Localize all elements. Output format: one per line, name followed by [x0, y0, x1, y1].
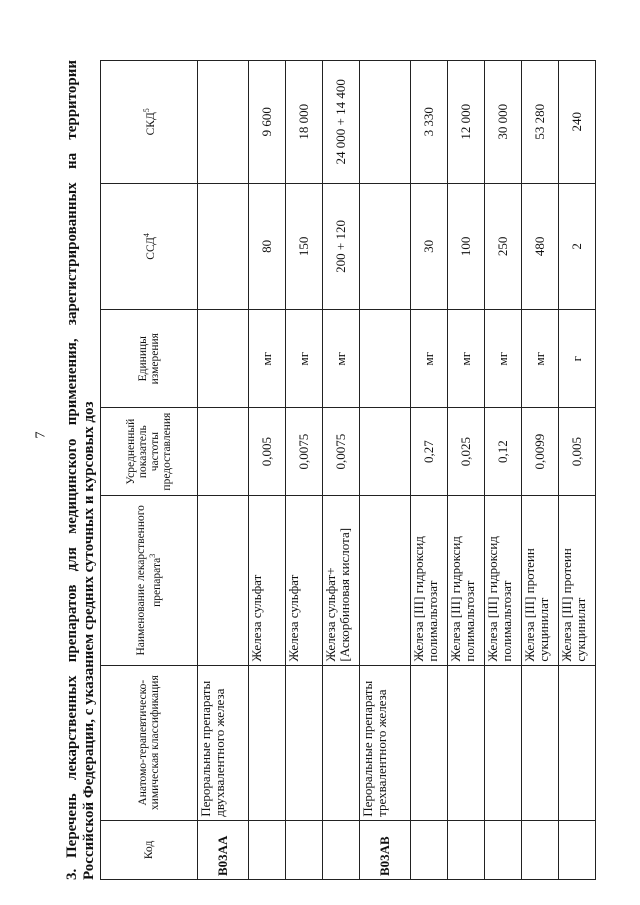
cell-code — [559, 820, 596, 879]
cell-kdd — [198, 61, 249, 184]
header-unit: Единицы измерения — [101, 310, 198, 408]
cell-drug-name: Железа [III] гидроксид полимальтозат — [448, 496, 485, 666]
table-body — [198, 61, 596, 880]
cell-sdd: 30 — [411, 183, 448, 310]
cell-kdd: 24 000 + 14 400 — [323, 61, 360, 184]
cell-drug-name: Железа [III] протеин сукцинилат — [559, 496, 596, 666]
cell-atc — [249, 665, 286, 820]
cell-code: В03АВ — [360, 820, 411, 879]
cell-atc — [323, 665, 360, 820]
document-content — [64, 60, 588, 880]
cell-sdd: 480 — [522, 183, 559, 310]
cell-sdd: 100 — [448, 183, 485, 310]
cell-atc: Пероральные препараты трехвалентного железа — [360, 665, 411, 820]
section-heading — [64, 60, 98, 880]
cell-unit: г — [559, 310, 596, 408]
cell-atc: Пероральные препараты двухвалентного железа — [198, 665, 249, 820]
cell-atc — [411, 665, 448, 820]
cell-frequency: 0,0099 — [522, 408, 559, 496]
header-atc: Анатомо-терапевтическо-химическая классификация — [101, 665, 198, 820]
cell-drug-name: Железа [III] гидроксид полимальтозат — [485, 496, 522, 666]
header-name: Наименование лекарственного препарата$^3$ — [101, 496, 198, 666]
cell-sdd: 2 — [559, 183, 596, 310]
table-row — [323, 61, 360, 880]
table-row — [448, 61, 485, 880]
header-frequency: Усредненный показатель частоты предоставления — [101, 408, 198, 496]
cell-frequency — [198, 408, 249, 496]
section-title: Перечень лекарственных препаратов для медицинского применения, зарегистрированных на территории Российской Федерации, с указанием средних суточных и курсовых доз — [64, 60, 97, 880]
cell-unit — [198, 310, 249, 408]
cell-kdd: 53 280 — [522, 61, 559, 184]
cell-frequency: 0,005 — [559, 408, 596, 496]
cell-atc — [286, 665, 323, 820]
cell-kdd: 30 000 — [485, 61, 522, 184]
cell-sdd: 150 — [286, 183, 323, 310]
table-row — [485, 61, 522, 880]
cell-kdd: 240 — [559, 61, 596, 184]
cell-kdd: 9 600 — [249, 61, 286, 184]
cell-atc — [448, 665, 485, 820]
table-header-row — [101, 61, 198, 880]
cell-code — [448, 820, 485, 879]
cell-atc — [485, 665, 522, 820]
cell-frequency — [360, 408, 411, 496]
cell-unit: мг — [323, 310, 360, 408]
cell-unit: мг — [522, 310, 559, 408]
table-row — [360, 61, 411, 880]
table-row — [559, 61, 596, 880]
cell-code — [249, 820, 286, 879]
cell-frequency: 0,0075 — [286, 408, 323, 496]
cell-code — [411, 820, 448, 879]
cell-sdd: 200 + 120 — [323, 183, 360, 310]
table-row — [286, 61, 323, 880]
cell-atc — [559, 665, 596, 820]
cell-drug-name: Железа сульфат — [286, 496, 323, 666]
cell-unit: мг — [286, 310, 323, 408]
cell-kdd — [360, 61, 411, 184]
cell-kdd: 18 000 — [286, 61, 323, 184]
cell-code — [286, 820, 323, 879]
cell-drug-name: Железа [III] гидроксид полимальтозат — [411, 496, 448, 666]
cell-code — [485, 820, 522, 879]
header-code: Код — [101, 820, 198, 879]
cell-drug-name: Железа сульфат — [249, 496, 286, 666]
cell-sdd: 80 — [249, 183, 286, 310]
cell-unit: мг — [485, 310, 522, 408]
table-row — [411, 61, 448, 880]
cell-unit: мг — [448, 310, 485, 408]
section-number: 3. — [64, 868, 80, 880]
cell-frequency: 0,12 — [485, 408, 522, 496]
cell-unit — [360, 310, 411, 408]
header-sdd: ССД$^4$ — [101, 183, 198, 310]
cell-unit: мг — [249, 310, 286, 408]
cell-frequency: 0,0075 — [323, 408, 360, 496]
cell-code: В03АА — [198, 820, 249, 879]
cell-drug-name: Железа [III] протеин сукцинилат — [522, 496, 559, 666]
cell-frequency: 0,025 — [448, 408, 485, 496]
cell-sdd: 250 — [485, 183, 522, 310]
table-row — [249, 61, 286, 880]
table-row — [522, 61, 559, 880]
page-number: 7 — [33, 431, 49, 439]
header-kdd: СКД$^5$ — [101, 61, 198, 184]
cell-code — [323, 820, 360, 879]
cell-sdd — [360, 183, 411, 310]
cell-drug-name: Железа сульфат+[Аскорбиновая кислота] — [323, 496, 360, 666]
cell-kdd: 3 330 — [411, 61, 448, 184]
cell-drug-name — [198, 496, 249, 666]
cell-sdd — [198, 183, 249, 310]
drug-table — [100, 60, 596, 880]
cell-kdd: 12 000 — [448, 61, 485, 184]
cell-frequency: 0,27 — [411, 408, 448, 496]
table-row — [198, 61, 249, 880]
cell-unit: мг — [411, 310, 448, 408]
cell-atc — [522, 665, 559, 820]
cell-code — [522, 820, 559, 879]
cell-drug-name — [360, 496, 411, 666]
cell-frequency: 0,005 — [249, 408, 286, 496]
